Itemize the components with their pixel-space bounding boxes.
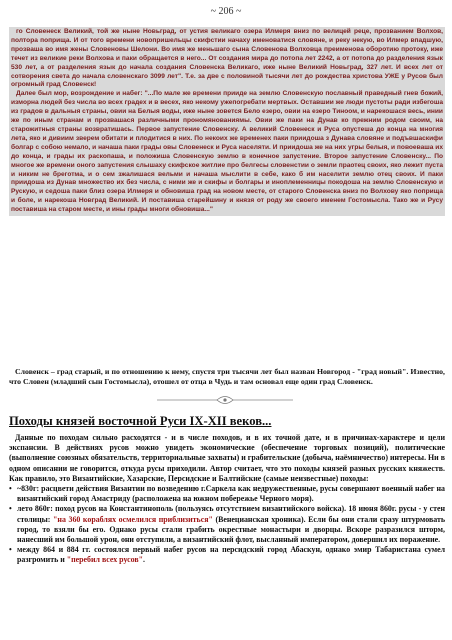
highlighted-quote: "на 360 кораблях осмелился приблизиться" [53, 514, 213, 524]
list-item-text: (Венецианская хроника). Если бы они стали сразу штурмовать город, то взяли бы его. Однако русы стали грабить окрестные монастыри и дворцы. Вскоре разразился шторм, нанесший им большой урон, они отступили, а византийский флот, высланный императором, довершил их поражение. [17, 514, 445, 545]
list-item-text: . [143, 555, 146, 565]
section-title [9, 414, 445, 429]
page-number: ~ 206 ~ [210, 6, 242, 17]
commentary-paragraph [9, 367, 445, 387]
intro-paragraph: Данные по походам сильно расходятся - и в числе походов, и в их точной дате, и в причинах-характере и цели экспансии. В действиях русов можно увидеть экономические (обеспечение торговых позиций), политические (выполнение союзных обязательств, территориальные захваты) и грабительские (добыча, наёмничество) интересы. Ни в одном описании не говорится, откуда русы приходили. Автор считает, что это походы князей разных русских княжеств. Как правило, это Византийские, Хазарские, Персидские и Балтийские (самые неизвестные) походы: [9, 433, 445, 483]
bullet-icon: • [9, 504, 12, 514]
chronicle-quote-block [9, 27, 445, 216]
campaign-list [9, 484, 445, 566]
list-item [9, 504, 445, 545]
section-body [9, 433, 445, 566]
highlighted-quote: "перебил всех русов" [66, 555, 144, 565]
quote-paragraph: Далее был мор, возрождение и набег: "...По мале же времени прииде на землю Словенскую пославный праведный гнев божий, изморна людей без числа во всех градех и в весех, яко некому ужепогребати мертвых. Оставшии же люди пустоты ради избегоша из градов в дальныя страны, овии на Белыя воды, иже ныне зовется Бело езеро, овии на езеро Тиноом, и нарекошася весь, инии же по иным странам и прозвашася различными прономянованиямы. Овии же паки на Дунав ко прежним родом своим, на старожитныя страны возвратишась. Первое запустение Словенску. А великий Словенеск и Руса опустеша до конца на многия лета, яко и дивиим зверем обитати и плодитися в них. По некоих же временех паки приидоша з Дунава словяне и подъвшаскифи болгар с собою немало, и начаша паки грады овы Словенеск и Руса населяти. И приидоша же на них угры белыя, и повоеваша их до конца, и грады их раскопаша, и положиша Словенскую землю в конечное запустение. Второе запустение Словенску... По многое же времени оного запустения слышаху скифское житлие про белгесы словенстии о земли праотец своих, яко лежит пуста и никим не бреготма, и о сем зжалишася вельми и начаша мыслити в себе, како б им населити землю отец своих. И паки приидоша из Дунав множество их без числа, с ними же и скифы и болгары и иноплеменницы покодоша на землю Словенскую и Рускую, и седоша паки близ озера Илмеря и обновиша град на новом месте, от старого Словенска вниз по Волхову яко поприща и боле, и нарекоша Новград Великий. И поставиша старейшину и князя от роду же своего именем Гостомысла. Тако же и Русу поставиша на старом месте, и ины грады многи обновиша..." [11, 90, 443, 214]
bullet-icon: • [9, 484, 12, 494]
commentary-text: Словенск – град старый, и по отношению к нему, спустя три тысячи лет был назван Новгород - "град новый". Известно, что Словен (младший сын Гостомысла), отошел от отца в Чудь и там основал еще один град Словенск. [9, 367, 445, 386]
list-item [9, 545, 445, 565]
quote-paragraph: го Словенеск Великий, той же ныне Новьград, от устия великаго озера Илмеря вниз по велицей реце, прозванием Волхов, полтора поприща. И от того времени новопришельцы скифстии начаху именоватися словяне, и реку некую, во Илмер впадшую, прозваша во имя жены Словеновы Шелони. Во имя же меньшаго сына Словенова Волховца преименова оборотию протоку, иже течет из великие реки Волхова и паки обращается в него... От создания мира до потопа лет 2242, а от потопа до разделения язык 530 лет, а от разделения язык до начала создания Словенска Великаго, иже ныне Великий Новьград, 327 лет. И всех лет от сотворения света до начала словенскаго 3099 лет". Т.е. за две с половиной тысячи лет до рождества христова УЖЕ у Русов был огромный град Словенск! [11, 28, 443, 89]
list-item-text: ~830г: расцвети действия Византии по возведению г.Саркела как недружественные, русы совершают военный набег на византийский город Амастриду (расположена на южном побережье Черного моря). [17, 484, 445, 504]
ornamental-divider [155, 393, 295, 407]
bullet-icon: • [9, 545, 12, 555]
section-title-text: Походы князей восточной Руси IX-XII веков... [9, 414, 272, 428]
list-item-text: лето 860г: поход русов на Константинополь (пользуясь отсутствием византийского войска). 18 июня 860г. русы - у стен столицы: [17, 504, 445, 524]
list-item [9, 484, 445, 504]
list-item-text: между 864 и 884 гг. состоялся первый набег русов на персидский город Абаскун, однако эмир Табаристана сумел разгромить и [17, 545, 445, 565]
